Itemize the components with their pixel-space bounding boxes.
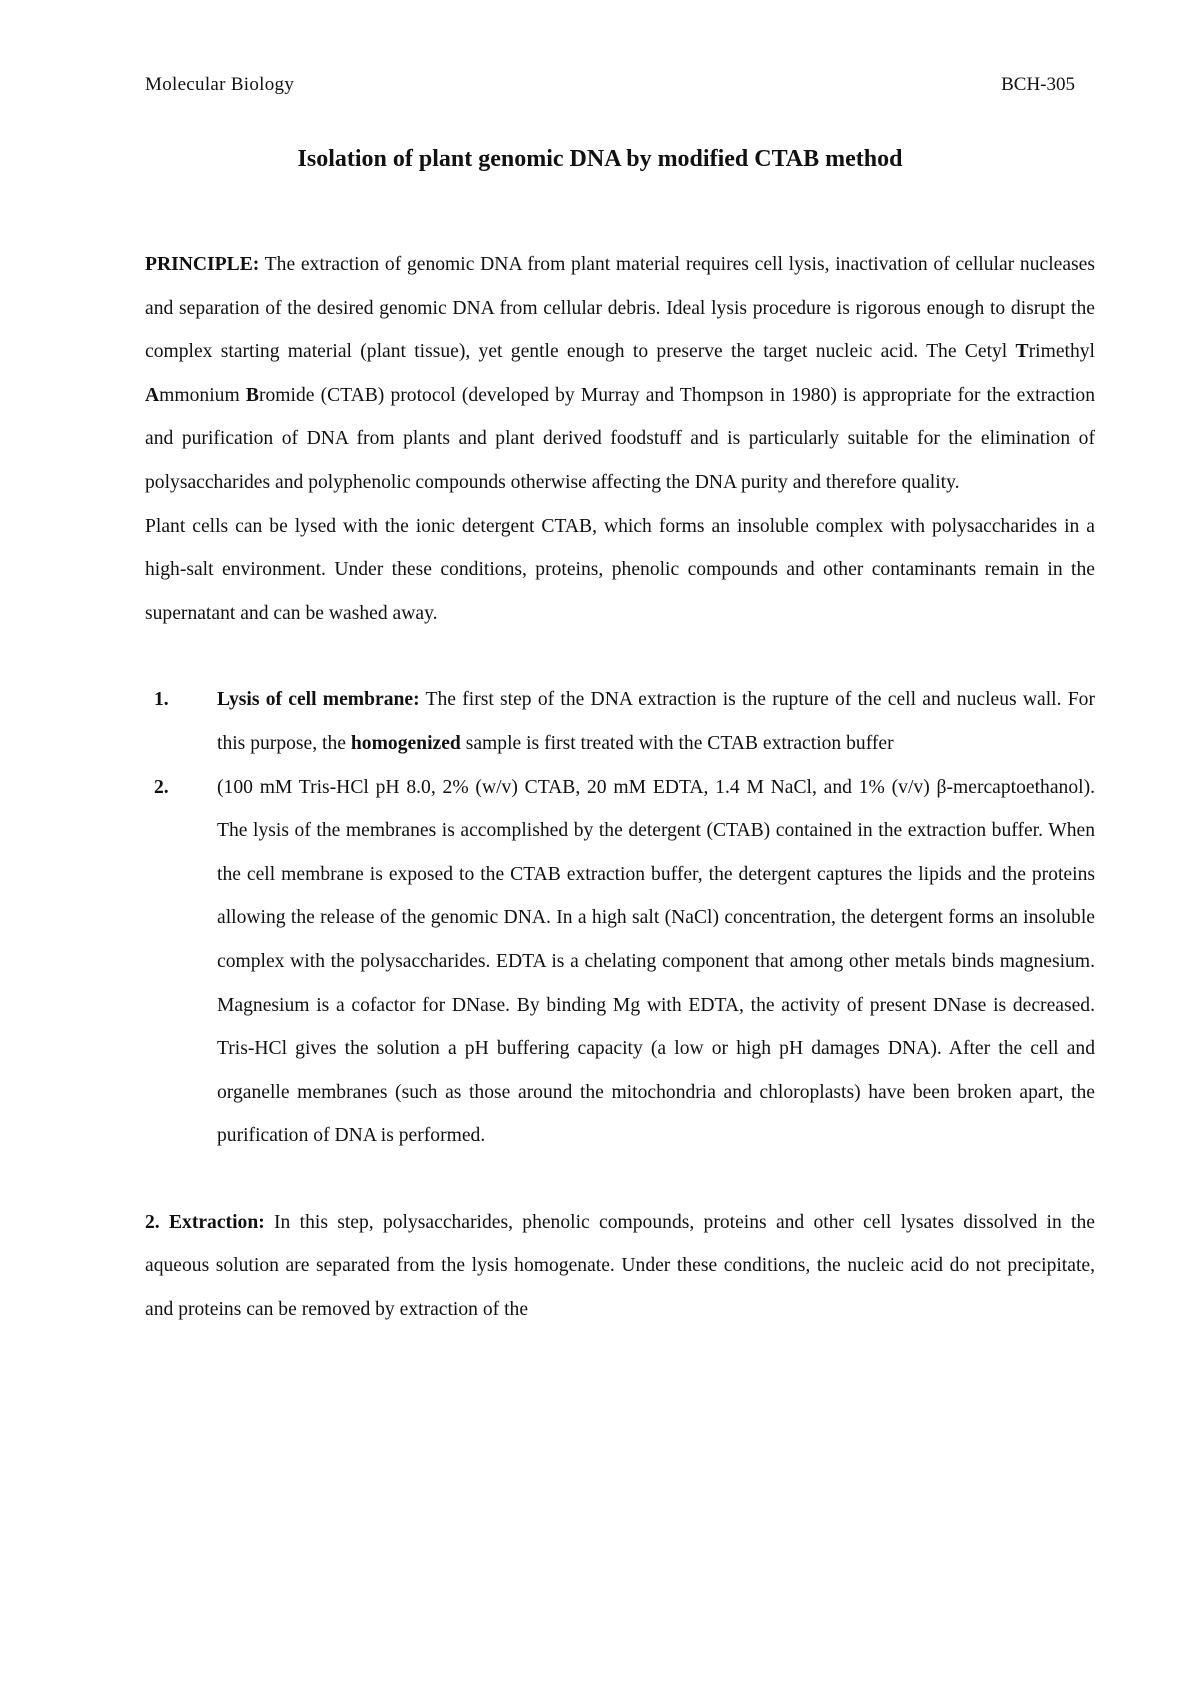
principle-text-part-1: The extraction of genomic DNA from plant material requires cell lysis, inactivation of cellular nucleases and separation of the desired genomic DNA from cellular debris. Ideal lysis procedure is rigorous enough to disrupt the complex starting material (plant tissue), yet gentle enough to preserve the target nucleic acid. The Cetyl [145, 254, 1095, 363]
section-spacer [145, 635, 1095, 678]
principle-bold-t: T [1015, 341, 1029, 363]
list-item [145, 766, 1095, 1158]
step-text-part-a: The first step of the DNA extraction is the rupture of the cell and nucleus wall. For this purpose, the [217, 689, 1095, 754]
extraction-label: 2. Extraction: [145, 1211, 265, 1233]
extraction-paragraph [145, 1201, 1095, 1332]
principle-bold-a: A [145, 384, 160, 406]
step-number: 2. [154, 776, 169, 798]
step-bold-word: homogenized [350, 732, 461, 754]
list-item [145, 678, 1095, 765]
principle-text-part-2: rimethyl [1028, 341, 1095, 363]
extraction-text: In this step, polysaccharides, phenolic compounds, proteins and other cell lysates dissolved in the aqueous solution are separated from the lysis homogenate. Under these conditions, the nucleic acid do not precipitate, and proteins can be removed by extraction of the [145, 1211, 1095, 1321]
principle-text-part-4: romide (CTAB) protocol (developed by Murray and Thompson in 1980) is appropriate for the extraction and purification of DNA from plants and plant derived foodstuff and is particularly suitable for the elimination of polysaccharides and polyphenolic compounds otherwise affecting the DNA purity and therefore quality. [145, 384, 1095, 493]
principle-bold-b: B [245, 384, 259, 406]
step-text: (100 mM Tris-HCl pH 8.0, 2% (w/v) CTAB, 20 mM EDTA, 1.4 M NaCl, and 1% (v/v) β-mercaptoethanol). The lysis of the membranes is accomplished by the detergent (CTAB) contained in the extraction buffer. When the cell membrane is exposed to the CTAB extraction buffer, the detergent captures the lipids and the proteins allowing the release of the genomic DNA. In a high salt (NaCl) concentration, the detergent forms an insoluble complex with the polysaccharides. EDTA is a chelating component that among other metals binds magnesium. Magnesium is a cofactor for DNase. By binding Mg with EDTA, the activity of present DNase is decreased. Tris-HCl gives the solution a pH buffering capacity (a low or high pH damages DNA). After the cell and organelle membranes (such as those around the mitochondria and chloroplasts) have been broken apart, the purification of DNA is performed. [217, 776, 1095, 1147]
document-body [145, 243, 1095, 1332]
header-course-code: BCH-305 [1001, 74, 1075, 95]
header-course-name: Molecular Biology [145, 74, 295, 95]
document-title: Isolation of plant genomic DNA by modified CTAB method [297, 146, 903, 172]
step-label: Lysis of cell membrane: [217, 689, 420, 711]
step-number: 1. [154, 689, 169, 711]
step-text [217, 678, 1095, 765]
procedure-steps-list [145, 678, 1095, 1158]
principle-label: PRINCIPLE: [145, 254, 260, 275]
plant-cells-paragraph: Plant cells can be lysed with the ionic detergent CTAB, which forms an insoluble complex with polysaccharides in a high-salt environment. Under these conditions, proteins, phenolic compounds and other contaminants remain in the supernatant and can be washed away. [145, 515, 1095, 624]
principle-text-part-3: mmonium [159, 384, 246, 406]
principle-paragraph [145, 243, 1095, 505]
section-spacer [145, 1158, 1095, 1201]
step-text-part-b: sample is first treated with the CTAB extraction buffer [460, 732, 894, 754]
